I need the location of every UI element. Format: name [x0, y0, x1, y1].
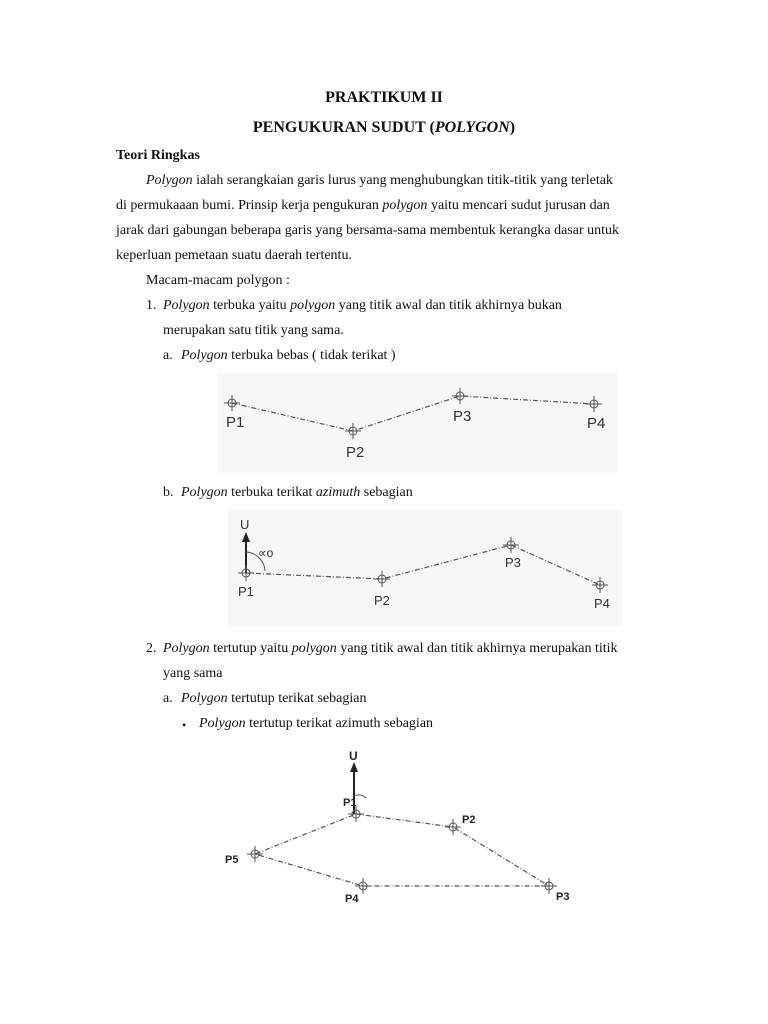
intro-line-2: di permukaaan bumi. Prinsip kerja pengukuran polygon yaitu mencari sudut jurusan dan [116, 198, 610, 213]
item-2a-text: Polygon tertutup terikat sebagian [181, 691, 367, 706]
label-p3: P3 [453, 408, 472, 425]
types-intro: Macam-macam polygon : [146, 273, 290, 288]
north-label: U [349, 750, 358, 763]
item-1a-text: Polygon terbuka bebas ( tidak terikat ) [181, 348, 396, 363]
station-marker-p4 [355, 878, 371, 894]
item-1-number: 1. [146, 298, 157, 313]
item-2a-letter: a. [163, 691, 173, 706]
bullet-text: Polygon tertutup terikat azimuth sebagian [199, 716, 434, 731]
azimuth-angle-label: ∝o [258, 546, 274, 560]
intro-line-4: keperluan pemetaan suatu daerah tertentu. [116, 248, 352, 263]
item-2-line-2: yang sama [163, 666, 223, 681]
figure-closed-polygon [220, 750, 580, 910]
label-p1: P1 [238, 584, 254, 599]
item-1-line-1: Polygon terbuka yaitu polygon yang titik awal dan titik akhirnya bukan [163, 298, 562, 313]
station-marker-p2 [445, 819, 461, 835]
polygon-outline [255, 814, 549, 886]
item-1a-letter: a. [163, 348, 173, 363]
label-p5: P5 [225, 854, 239, 866]
label-p1: P1 [226, 414, 245, 431]
label-p2: P2 [374, 593, 390, 608]
label-p3: P3 [505, 555, 521, 570]
item-1-line-2: merupakan satu titik yang sama. [163, 323, 344, 338]
page-title: PRAKTIKUM II [325, 89, 443, 106]
north-label: U [240, 517, 250, 532]
label-p4: P4 [587, 415, 606, 432]
intro-line-3: jarak dari gabungan beberapa garis yang bersama-sama membentuk kerangka dasar untuk [116, 223, 620, 238]
item-1b-text: Polygon terbuka terikat azimuth sebagian [181, 485, 413, 500]
label-p1: P1 [343, 797, 357, 809]
label-p2: P2 [346, 444, 365, 461]
label-p2: P2 [462, 814, 476, 826]
label-p3: P3 [556, 891, 570, 903]
station-marker-p5 [247, 846, 263, 862]
page-subtitle: PENGUKURAN SUDUT (POLYGON) [252, 119, 516, 136]
section-title: Teori Ringkas [116, 148, 200, 163]
item-2-line-1: Polygon tertutup yaitu polygon yang titik awal dan titik akhirnya merupakan titik [163, 641, 618, 656]
station-marker-p3 [541, 878, 557, 894]
label-p4: P4 [345, 893, 359, 905]
north-arrow-head [350, 762, 358, 772]
bullet-icon: • [182, 718, 187, 732]
intro-line-1: Polygon ialah serangkaian garis lurus yang menghubungkan titik-titik yang terletak [146, 173, 613, 188]
figure-open-free-polygon [218, 373, 618, 473]
item-2-number: 2. [146, 641, 157, 656]
label-p4: P4 [594, 596, 610, 611]
figure-open-azimuth-polygon [228, 510, 622, 626]
item-1b-letter: b. [163, 485, 174, 500]
